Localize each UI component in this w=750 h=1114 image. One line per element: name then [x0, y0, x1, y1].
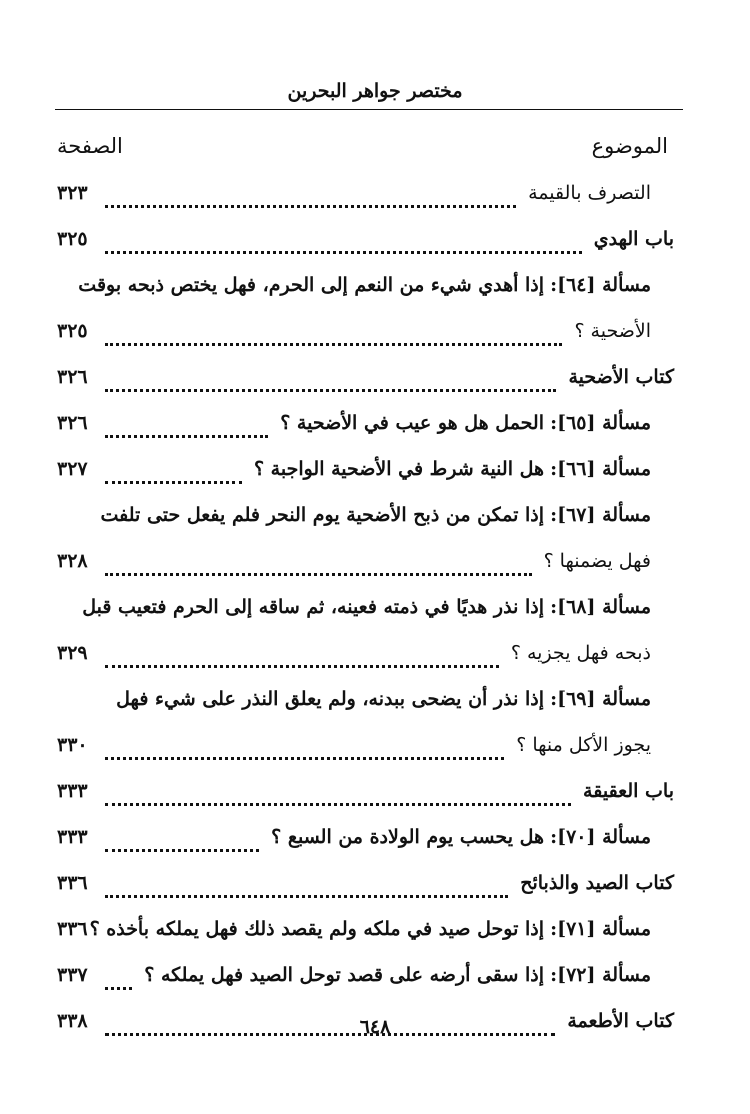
entry-title: الحمل هل هو عيب في الأضحية ؟ — [280, 412, 545, 434]
issue-label: مسألة [٦٧]: — [550, 504, 651, 526]
issue-label: مسألة [٦٩]: — [550, 688, 651, 710]
dot-leader — [105, 343, 562, 346]
entry-title: إذا توحل صيد في ملكه ولم يقصد ذلك فهل يملكه بأخذه ؟ — [89, 918, 545, 940]
entry-title: الأضحية ؟ — [574, 320, 651, 342]
dot-leader — [105, 251, 582, 254]
toc-entry-text — [280, 412, 651, 434]
toc-page-number: ٣٢٥ — [57, 320, 88, 342]
toc-entry-row — [0, 908, 750, 954]
issue-label: مسألة [٧٢]: — [550, 964, 651, 986]
toc-entry-row — [0, 310, 750, 356]
toc-entry-row — [0, 494, 750, 540]
entry-title: إذا نذر هديًا في ذمته فعينه، ثم ساقه إلى الحرم فتعيب قبل — [82, 596, 545, 618]
toc-page-number: ٣٣٣ — [57, 826, 88, 848]
entry-title: يجوز الأكل منها ؟ — [516, 734, 651, 756]
entry-title: إذا سقى أرضه على قصد توحل الصيد فهل يملكه ؟ — [144, 964, 545, 986]
toc-entry-row — [0, 448, 750, 494]
toc-entry-text — [520, 872, 674, 894]
toc-entry-text — [574, 320, 651, 342]
toc-entry-row — [0, 816, 750, 862]
entry-title: إذا أهدي شيء من النعم إلى الحرم، فهل يختص ذبحه بوقت — [78, 274, 545, 296]
toc-entry-text — [516, 734, 651, 756]
column-heading-topic: الموضوع — [591, 134, 668, 158]
toc-entry-row — [0, 678, 750, 724]
dot-leader — [105, 987, 132, 990]
dot-leader — [105, 481, 242, 484]
toc-entry-text — [583, 780, 674, 802]
entry-title: ذبحه فهل يجزيه ؟ — [510, 642, 651, 664]
toc-page-number: ٣٢٩ — [57, 642, 88, 664]
issue-label: مسألة [٦٨]: — [550, 596, 651, 618]
toc-entry-text — [511, 642, 651, 664]
toc-entry-row — [0, 402, 750, 448]
dot-leader — [105, 757, 504, 760]
toc-entry-text — [594, 228, 674, 250]
toc-entry-row — [0, 172, 750, 218]
toc-section-row — [0, 862, 750, 908]
toc-entry-text — [100, 504, 651, 526]
toc-page-number: ٣٢٦ — [57, 412, 88, 434]
page-number: ٦٤٨ — [359, 1016, 391, 1038]
toc-section-row — [0, 770, 750, 816]
entry-title: كتاب الصيد والذبائح — [520, 872, 674, 894]
entry-title: هل النية شرط في الأضحية الواجبة ؟ — [253, 458, 545, 480]
entry-title: هل يحسب يوم الولادة من السبع ؟ — [271, 826, 545, 848]
issue-label: مسألة [٧١]: — [550, 918, 651, 940]
toc-entry-text — [82, 596, 651, 618]
table-of-contents — [0, 172, 750, 1046]
toc-page-number: ٣٢٥ — [57, 228, 88, 250]
toc-entry-text — [254, 458, 651, 480]
entry-title: باب العقيقة — [583, 780, 674, 802]
toc-entry-row — [0, 540, 750, 586]
toc-entry-row — [0, 264, 750, 310]
toc-page-number: ٣٢٦ — [57, 366, 88, 388]
toc-entry-text — [116, 688, 651, 710]
toc-entry-row — [0, 724, 750, 770]
entry-title: فهل يضمنها ؟ — [543, 550, 651, 572]
column-heading-page: الصفحة — [57, 134, 123, 158]
toc-entry-text — [271, 826, 651, 848]
dot-leader — [105, 895, 508, 898]
dot-leader — [105, 573, 532, 576]
toc-page-number: ٣٢٨ — [57, 550, 88, 572]
toc-page-number: ٣٣٠ — [57, 734, 88, 756]
toc-section-row — [0, 218, 750, 264]
entry-title: كتاب الأضحية — [568, 366, 674, 388]
dot-leader — [105, 849, 259, 852]
entry-title: باب الهدي — [593, 228, 674, 250]
toc-entry-text — [90, 918, 651, 940]
entry-title: إذا تمكن من ذبح الأضحية يوم النحر فلم يفعل حتى تلفت — [100, 504, 545, 526]
entry-title: إذا نذر أن يضحى ببدنه، ولم يعلق النذر على شيء فهل — [116, 688, 545, 710]
entry-title: كتاب الأطعمة — [567, 1010, 674, 1032]
toc-page-number: ٣٣٧ — [57, 964, 88, 986]
toc-entry-text — [144, 964, 651, 986]
issue-label: مسألة [٦٤]: — [550, 274, 651, 296]
toc-page-number: ٣٢٧ — [57, 458, 88, 480]
issue-label: مسألة [٦٦]: — [550, 458, 651, 480]
header-divider — [55, 109, 683, 110]
toc-page-number: ٣٢٣ — [57, 182, 88, 204]
toc-entry-text — [568, 366, 674, 388]
toc-page-number: ٣٣٣ — [57, 780, 88, 802]
toc-entry-row — [0, 632, 750, 678]
toc-page-number: ٣٣٦ — [57, 918, 88, 940]
book-title: مختصر جواهر البحرين — [287, 80, 463, 102]
toc-entry-row — [0, 954, 750, 1000]
toc-entry-text — [78, 274, 651, 296]
dot-leader — [105, 803, 571, 806]
dot-leader — [105, 435, 268, 438]
toc-entry-text — [528, 182, 651, 204]
issue-label: مسألة [٧٠]: — [550, 826, 651, 848]
toc-section-row — [0, 356, 750, 402]
entry-title: التصرف بالقيمة — [528, 182, 651, 204]
dot-leader — [105, 665, 499, 668]
toc-entry-text — [544, 550, 651, 572]
toc-page-number: ٣٣٨ — [57, 1010, 88, 1032]
issue-label: مسألة [٦٥]: — [550, 412, 651, 434]
dot-leader — [105, 389, 556, 392]
toc-page-number: ٣٣٦ — [57, 872, 88, 894]
toc-entry-row — [0, 586, 750, 632]
dot-leader — [105, 205, 516, 208]
